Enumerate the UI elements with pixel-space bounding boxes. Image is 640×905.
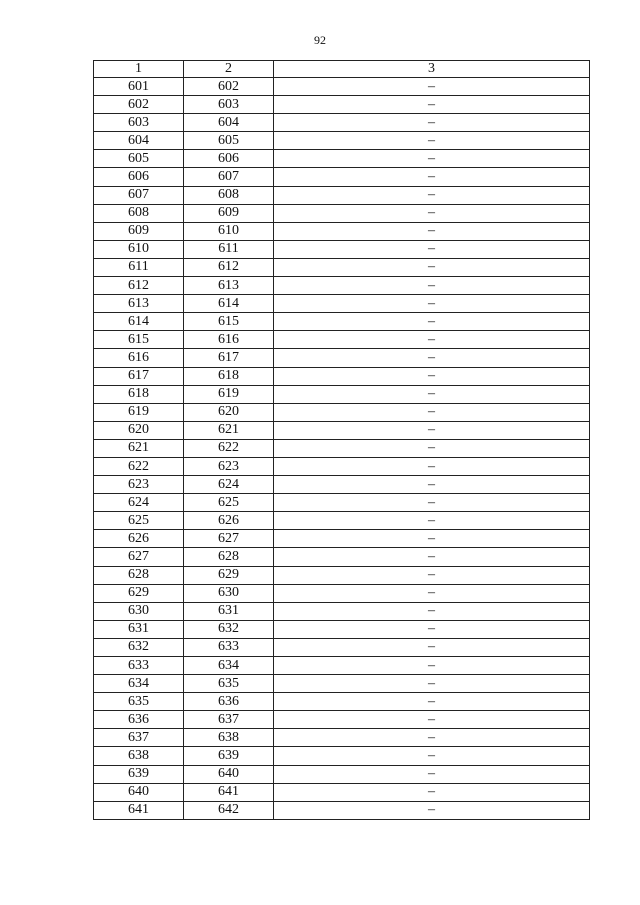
table-row bbox=[94, 114, 590, 132]
table-cell-col-1: 640 bbox=[94, 783, 184, 801]
table-cell-col-1: 622 bbox=[94, 457, 184, 475]
table-cell-col-1: 605 bbox=[94, 150, 184, 168]
table-cell-col-1: 630 bbox=[94, 602, 184, 620]
table-cell-col-2: 641 bbox=[184, 783, 274, 801]
table-cell-col-2: 619 bbox=[184, 385, 274, 403]
table-cell-col-1: 634 bbox=[94, 675, 184, 693]
table-row bbox=[94, 150, 590, 168]
table-cell-col-3: – bbox=[274, 331, 590, 349]
table-cell-col-1: 617 bbox=[94, 367, 184, 385]
table-cell-col-3: – bbox=[274, 566, 590, 584]
table-cell-col-2: 640 bbox=[184, 765, 274, 783]
table-cell-col-1: 624 bbox=[94, 494, 184, 512]
table-row bbox=[94, 494, 590, 512]
table-cell-col-3: – bbox=[274, 295, 590, 313]
table-cell-col-2: 635 bbox=[184, 675, 274, 693]
table-cell-col-2: 620 bbox=[184, 403, 274, 421]
table-row bbox=[94, 638, 590, 656]
table-cell-col-1: 623 bbox=[94, 476, 184, 494]
table-cell-col-3: – bbox=[274, 349, 590, 367]
table-cell-col-2: 639 bbox=[184, 747, 274, 765]
table-cell-col-1: 610 bbox=[94, 240, 184, 258]
table-cell-col-1: 627 bbox=[94, 548, 184, 566]
table-cell-col-3: – bbox=[274, 186, 590, 204]
table-header-row bbox=[94, 61, 590, 78]
table-cell-col-1: 603 bbox=[94, 114, 184, 132]
column-header-2: 2 bbox=[184, 61, 274, 78]
table-row bbox=[94, 729, 590, 747]
table-cell-col-1: 633 bbox=[94, 657, 184, 675]
table-row bbox=[94, 512, 590, 530]
table-cell-col-1: 620 bbox=[94, 421, 184, 439]
table-cell-col-1: 616 bbox=[94, 349, 184, 367]
table-row bbox=[94, 620, 590, 638]
table-cell-col-3: – bbox=[274, 240, 590, 258]
table-cell-col-1: 613 bbox=[94, 295, 184, 313]
table-cell-col-3: – bbox=[274, 476, 590, 494]
table-row bbox=[94, 367, 590, 385]
table-cell-col-3: – bbox=[274, 168, 590, 186]
table-cell-col-2: 614 bbox=[184, 295, 274, 313]
table-row bbox=[94, 602, 590, 620]
table-cell-col-1: 618 bbox=[94, 385, 184, 403]
table-cell-col-3: – bbox=[274, 765, 590, 783]
table-cell-col-1: 611 bbox=[94, 258, 184, 276]
table-row bbox=[94, 530, 590, 548]
table-cell-col-1: 608 bbox=[94, 204, 184, 222]
table-cell-col-3: – bbox=[274, 385, 590, 403]
table-cell-col-2: 627 bbox=[184, 530, 274, 548]
table-row bbox=[94, 349, 590, 367]
table-cell-col-2: 605 bbox=[184, 132, 274, 150]
table-row bbox=[94, 421, 590, 439]
table-row bbox=[94, 711, 590, 729]
table-row bbox=[94, 747, 590, 765]
table-cell-col-3: – bbox=[274, 277, 590, 295]
table-cell-col-3: – bbox=[274, 132, 590, 150]
table-cell-col-2: 615 bbox=[184, 313, 274, 331]
table-cell-col-2: 609 bbox=[184, 204, 274, 222]
table-row bbox=[94, 295, 590, 313]
table-cell-col-1: 602 bbox=[94, 96, 184, 114]
table-cell-col-2: 611 bbox=[184, 240, 274, 258]
table-cell-col-1: 614 bbox=[94, 313, 184, 331]
table-row bbox=[94, 783, 590, 801]
table-cell-col-2: 642 bbox=[184, 801, 274, 819]
table-cell-col-2: 633 bbox=[184, 638, 274, 656]
table-cell-col-2: 617 bbox=[184, 349, 274, 367]
table-header bbox=[94, 61, 590, 78]
table-cell-col-3: – bbox=[274, 403, 590, 421]
table-cell-col-3: – bbox=[274, 313, 590, 331]
table-cell-col-1: 626 bbox=[94, 530, 184, 548]
table-row bbox=[94, 693, 590, 711]
column-header-3: 3 bbox=[274, 61, 590, 78]
table-row bbox=[94, 801, 590, 819]
table-cell-col-1: 636 bbox=[94, 711, 184, 729]
table-cell-col-1: 609 bbox=[94, 222, 184, 240]
table-row bbox=[94, 331, 590, 349]
table-cell-col-2: 631 bbox=[184, 602, 274, 620]
table-cell-col-3: – bbox=[274, 638, 590, 656]
table-cell-col-3: – bbox=[274, 693, 590, 711]
table-cell-col-1: 604 bbox=[94, 132, 184, 150]
table-cell-col-1: 638 bbox=[94, 747, 184, 765]
table-cell-col-1: 601 bbox=[94, 78, 184, 96]
table-cell-col-3: – bbox=[274, 204, 590, 222]
table-cell-col-3: – bbox=[274, 657, 590, 675]
table-cell-col-2: 637 bbox=[184, 711, 274, 729]
table-cell-col-2: 628 bbox=[184, 548, 274, 566]
table-cell-col-2: 610 bbox=[184, 222, 274, 240]
table-cell-col-2: 608 bbox=[184, 186, 274, 204]
table-cell-col-3: – bbox=[274, 512, 590, 530]
table-cell-col-2: 613 bbox=[184, 277, 274, 295]
table-cell-col-2: 616 bbox=[184, 331, 274, 349]
table-cell-col-3: – bbox=[274, 222, 590, 240]
table-cell-col-3: – bbox=[274, 421, 590, 439]
table-row bbox=[94, 439, 590, 457]
table-cell-col-1: 641 bbox=[94, 801, 184, 819]
table-cell-col-2: 621 bbox=[184, 421, 274, 439]
table-cell-col-1: 621 bbox=[94, 439, 184, 457]
table-cell-col-2: 630 bbox=[184, 584, 274, 602]
table-cell-col-3: – bbox=[274, 494, 590, 512]
table-row bbox=[94, 222, 590, 240]
table-cell-col-3: – bbox=[274, 530, 590, 548]
table-cell-col-3: – bbox=[274, 711, 590, 729]
table-cell-col-1: 615 bbox=[94, 331, 184, 349]
data-table bbox=[93, 60, 590, 820]
table-row bbox=[94, 584, 590, 602]
table-cell-col-1: 631 bbox=[94, 620, 184, 638]
table-row bbox=[94, 548, 590, 566]
table-cell-col-3: – bbox=[274, 801, 590, 819]
table-cell-col-3: – bbox=[274, 150, 590, 168]
table-cell-col-1: 639 bbox=[94, 765, 184, 783]
table-cell-col-3: – bbox=[274, 439, 590, 457]
table-cell-col-2: 618 bbox=[184, 367, 274, 385]
table-row bbox=[94, 186, 590, 204]
table-cell-col-3: – bbox=[274, 783, 590, 801]
table-cell-col-3: – bbox=[274, 620, 590, 638]
table-cell-col-3: – bbox=[274, 584, 590, 602]
table-row bbox=[94, 457, 590, 475]
table-cell-col-3: – bbox=[274, 675, 590, 693]
table-cell-col-1: 625 bbox=[94, 512, 184, 530]
table-row bbox=[94, 204, 590, 222]
table-cell-col-3: – bbox=[274, 729, 590, 747]
table-row bbox=[94, 168, 590, 186]
table-cell-col-2: 636 bbox=[184, 693, 274, 711]
table-cell-col-2: 632 bbox=[184, 620, 274, 638]
table-row bbox=[94, 403, 590, 421]
table-cell-col-3: – bbox=[274, 602, 590, 620]
table-cell-col-3: – bbox=[274, 367, 590, 385]
table-row bbox=[94, 277, 590, 295]
table-row bbox=[94, 566, 590, 584]
table-cell-col-1: 619 bbox=[94, 403, 184, 421]
table-cell-col-2: 622 bbox=[184, 439, 274, 457]
table-cell-col-1: 628 bbox=[94, 566, 184, 584]
table-cell-col-2: 634 bbox=[184, 657, 274, 675]
table-cell-col-2: 638 bbox=[184, 729, 274, 747]
table-cell-col-3: – bbox=[274, 114, 590, 132]
table-row bbox=[94, 675, 590, 693]
table-cell-col-2: 602 bbox=[184, 78, 274, 96]
table-cell-col-2: 623 bbox=[184, 457, 274, 475]
table-cell-col-1: 612 bbox=[94, 277, 184, 295]
table-row bbox=[94, 313, 590, 331]
table-cell-col-2: 625 bbox=[184, 494, 274, 512]
column-header-1: 1 bbox=[94, 61, 184, 78]
table-cell-col-3: – bbox=[274, 548, 590, 566]
table-row bbox=[94, 385, 590, 403]
page-number: 92 bbox=[314, 33, 326, 47]
table-cell-col-1: 629 bbox=[94, 584, 184, 602]
table-cell-col-2: 604 bbox=[184, 114, 274, 132]
table-cell-col-2: 626 bbox=[184, 512, 274, 530]
table-cell-col-3: – bbox=[274, 457, 590, 475]
table-cell-col-2: 606 bbox=[184, 150, 274, 168]
table-row bbox=[94, 765, 590, 783]
table-cell-col-2: 603 bbox=[184, 96, 274, 114]
table-row bbox=[94, 240, 590, 258]
table-row bbox=[94, 96, 590, 114]
table-cell-col-1: 635 bbox=[94, 693, 184, 711]
table-cell-col-3: – bbox=[274, 747, 590, 765]
table-cell-col-1: 606 bbox=[94, 168, 184, 186]
table-cell-col-1: 637 bbox=[94, 729, 184, 747]
table-body bbox=[94, 78, 590, 820]
table-cell-col-3: – bbox=[274, 258, 590, 276]
table-cell-col-2: 612 bbox=[184, 258, 274, 276]
table-cell-col-2: 629 bbox=[184, 566, 274, 584]
table-cell-col-2: 607 bbox=[184, 168, 274, 186]
table-cell-col-2: 624 bbox=[184, 476, 274, 494]
table-row bbox=[94, 657, 590, 675]
table-cell-col-1: 607 bbox=[94, 186, 184, 204]
table-row bbox=[94, 258, 590, 276]
table-row bbox=[94, 476, 590, 494]
table-row bbox=[94, 78, 590, 96]
table-row bbox=[94, 132, 590, 150]
table-cell-col-3: – bbox=[274, 96, 590, 114]
table-cell-col-3: – bbox=[274, 78, 590, 96]
table-cell-col-1: 632 bbox=[94, 638, 184, 656]
